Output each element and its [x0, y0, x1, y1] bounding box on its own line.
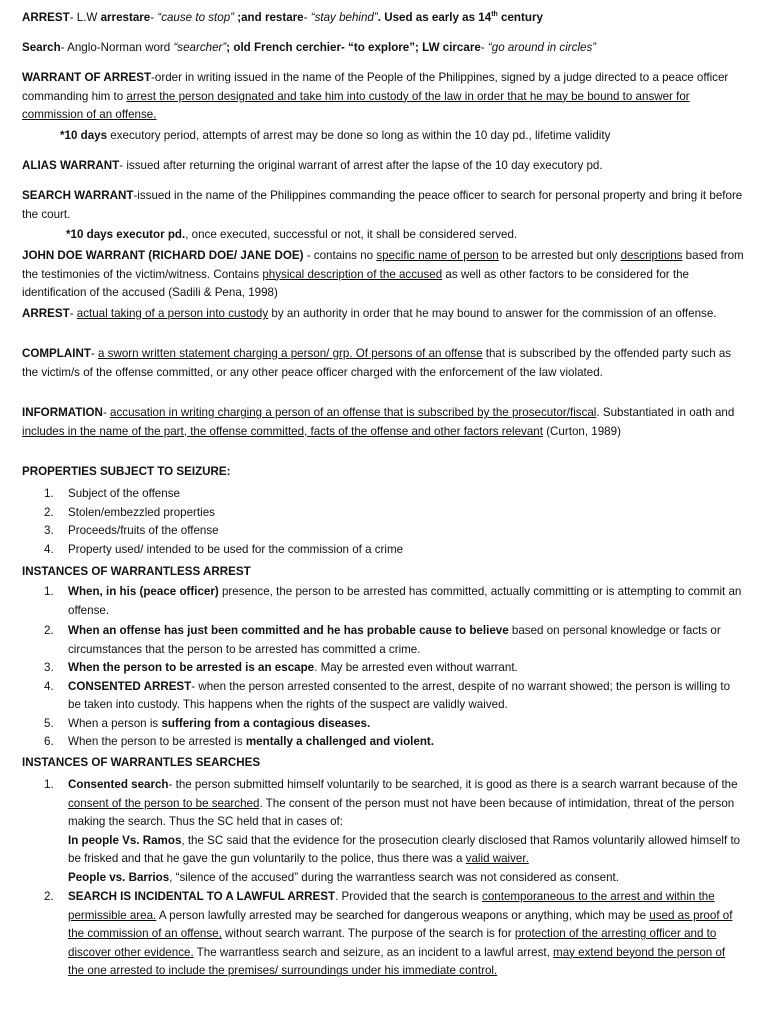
- alias-warrant-definition: ALIAS WARRANT- issued after returning the original warrant of arrest after the lapse of the 10 day executory pd.: [22, 159, 603, 172]
- search-definition: Search- Anglo-Norman word “searcher”; old French cerchier- “to explore”; LW circare- “go around in circles”: [22, 41, 597, 54]
- term-information: INFORMATION: [22, 406, 103, 419]
- list-item: 6. When the person to be arrested is mentally a challenged and violent.: [44, 735, 435, 749]
- term-complaint: COMPLAINT: [22, 347, 91, 360]
- warrantless-arrest-list-2: [22, 622, 744, 659]
- list-item: 3. Proceeds/fruits of the offense: [44, 524, 219, 538]
- term-john-doe-warrant: JOHN DOE WARRANT (RICHARD DOE/ JANE DOE): [22, 249, 304, 262]
- term-alias-warrant: ALIAS WARRANT: [22, 159, 120, 172]
- arrest-definition: ARREST- L.W arrestare- “cause to stop” ;and restare- “stay behind”. Used as early as 14th century: [22, 11, 543, 24]
- list-item: 3. When the person to be arrested is an escape. May be arrested even without warrant.: [44, 661, 518, 674]
- list-item: 1. When, in his (peace officer) presence, the person to be arrested has committed, actually committing or is attempting to commit an offense.: [44, 585, 742, 617]
- list-item: 1. Consented search- the person submitted himself voluntarily to be searched, it is good as there is a search warrant because of the consent of the person to be searched. The consent of the person must not have been because of intimidation, threat of the person making the search. Thus the SC held that in cases of: In people Vs. Ramos, the SC said that the evidence for the prosecution clearly disclosed that Ramos voluntarily allowed himself to be frisked and that he gave the gun voluntarily to the police, thus there was a valid waiver. People vs. Barrios, “silence of the accused” during the warrantless search was not considered as consent.: [44, 778, 741, 884]
- list-item: 5. When a person is suffering from a contagious diseases.: [44, 716, 371, 730]
- list-item: 2. SEARCH IS INCIDENTAL TO A LAWFUL ARREST. Provided that the search is contemporaneous to the arrest and within the permissible area. A person lawfully arrested may be searched for dangerous weapons or anything, which may be used as proof of the commission of an offense, without search warrant. The purpose of the search is for protection of the arresting officer and to discover other evidence. The warrantless search and seizure, as an incident to a lawful arrest, may extend beyond the person of the one arrested to include the premises/ surroundings under his immediate control.: [44, 890, 733, 978]
- list-item: 1. Subject of the offense: [44, 487, 180, 500]
- list-item: 4. Property used/ intended to be used for the commission of a crime: [44, 542, 404, 556]
- arrest-second-definition: ARREST- actual taking of a person into custody by an authority in order that he may bound to answer for the commission of an offense.: [22, 307, 717, 320]
- list-item: 2. Stolen/embezzled properties: [44, 505, 215, 519]
- search-warrant-note: *10 days executor pd., once executed, successful or not, it shall be considered served.: [66, 228, 518, 241]
- warrant-of-arrest-note: *10 days executory period, attempts of arrest may be done so long as within the 10 day pd., lifetime validity: [60, 129, 611, 142]
- properties-list: [22, 485, 744, 559]
- list-item: 4. CONSENTED ARREST- when the person arrested consented to the arrest, despite of no warrant showed; the person is willing to be taken into custody. This happens when the rights of the suspect are validly waived.: [44, 679, 731, 712]
- warrantless-searches-heading: INSTANCES OF WARRANTLES SEARCHES: [22, 756, 261, 769]
- term-warrant-of-arrest: WARRANT OF ARREST: [22, 71, 152, 84]
- warrantless-arrest-heading: INSTANCES OF WARRANTLESS ARREST: [22, 565, 251, 578]
- list-item: 2. When an offense has just been committed and he has probable cause to believe based on personal knowledge or facts or circumstances that the person to be arrested has committed a crime.: [44, 624, 721, 656]
- search-warrant-definition: SEARCH WARRANT-issued in the name of the Philippines commanding the peace officer to search for personal property and bring it before the court.: [22, 189, 743, 221]
- complaint-definition: COMPLAINT- a sworn written statement charging a person/ grp. Of persons of an offense that is subscribed by the offended party such as the victim/s of the offense committed, or any other peace officer charged with the enforcement of the law violated.: [22, 347, 732, 379]
- warrantless-searches-list: [22, 776, 744, 888]
- term-arrest: ARREST: [22, 11, 70, 24]
- term-arrest-2: ARREST: [22, 307, 70, 320]
- warrantless-arrest-list: [22, 583, 744, 620]
- warrantless-arrest-list-3: [22, 659, 744, 752]
- term-search-warrant: SEARCH WARRANT: [22, 189, 134, 202]
- john-doe-warrant-definition: JOHN DOE WARRANT (RICHARD DOE/ JANE DOE) - contains no specific name of person to be arrested but only descriptions based from the testimonies of the victim/witness. Contains physical description of the accused as well as other factors to be considered for the identification of the accused (Sadili & Pena, 1998): [22, 249, 744, 300]
- term-search: Search: [22, 41, 61, 54]
- warrantless-searches-list-2: [22, 888, 744, 981]
- warrant-of-arrest-definition: WARRANT OF ARREST-order in writing issued in the name of the People of the Philippines, signed by a judge directed to a peace officer commanding him to arrest the person designated and take him into custody of the law in order that he may be bound to answer for commission of an offense.: [22, 71, 729, 122]
- information-definition: INFORMATION- accusation in writing charging a person of an offense that is subscribed by the prosecutor/fiscal. Substantiated in oath and includes in the name of the part, the offense committed, facts of the offense and other factors relevant (Curton, 1989): [22, 406, 735, 438]
- properties-heading: PROPERTIES SUBJECT TO SEIZURE:: [22, 465, 231, 478]
